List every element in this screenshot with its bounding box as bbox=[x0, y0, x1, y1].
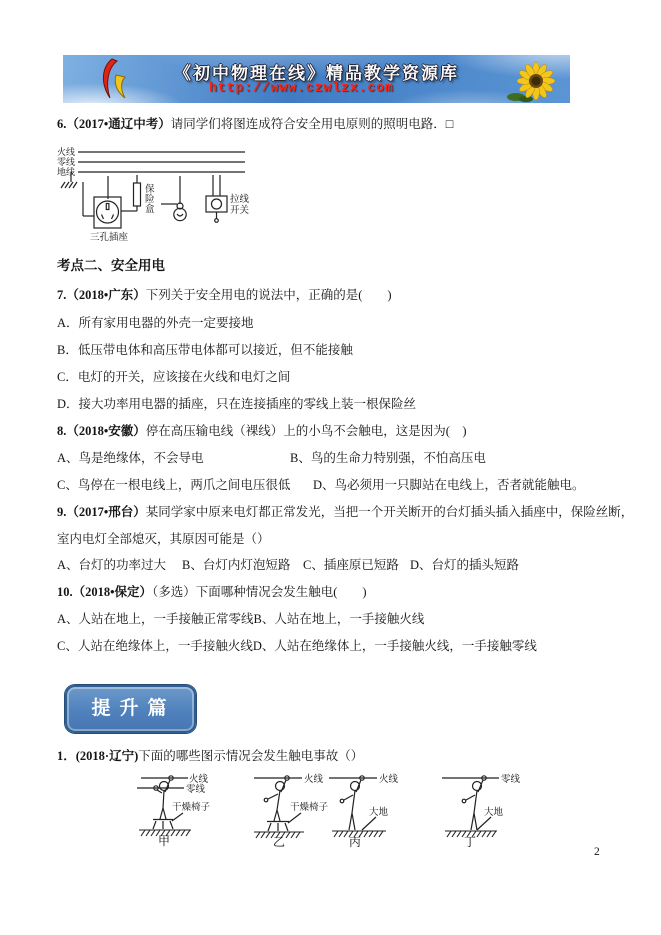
ding-ground-label: 大地 bbox=[484, 808, 504, 818]
question-10-option-d: D、人站在绝缘体上，一手接触火线，一手接触零线 bbox=[252, 639, 537, 653]
jia-neutral-wire-label: 零线 bbox=[186, 785, 206, 795]
fuse-label-char3: 盒 bbox=[145, 205, 155, 215]
question-8 bbox=[57, 423, 467, 439]
question-9-options bbox=[57, 557, 519, 573]
circuit-diagram bbox=[57, 146, 257, 244]
fuse-label-char2: 险 bbox=[145, 195, 155, 205]
section-heading: 考点二、安全用电 bbox=[57, 258, 165, 273]
yi-chair-label: 干燥椅子 bbox=[290, 803, 329, 813]
question-6-text: 请同学们将图连成符合安全用电原则的照明电路．□ bbox=[170, 117, 454, 131]
question-9-stem-line2: 室内电灯全部熄灭，其原因可能是（） bbox=[57, 532, 270, 546]
page-number: 2 bbox=[594, 846, 600, 858]
question-9-prefix: 9.（2017•邢台） bbox=[57, 505, 146, 519]
question-7 bbox=[57, 287, 392, 303]
banner-url-link[interactable]: http://www.czwlzx.com bbox=[209, 80, 394, 95]
question-6 bbox=[57, 116, 453, 132]
question-9-option-d: D、台灯的插头短路 bbox=[410, 558, 520, 572]
banner-title: 《初中物理在线》精品教学资源库 bbox=[174, 64, 459, 83]
figure-ding bbox=[442, 773, 521, 849]
question-9-stem-line1: 某同学家中原来电灯都正常发光，当把一个开关断开的台灯插头插入插座中，保险丝断， bbox=[145, 505, 634, 519]
sunflower-icon bbox=[504, 57, 556, 103]
electric-shock-figures bbox=[108, 766, 568, 866]
question-7-stem: 下列关于安全用电的说法中，正确的是( ) bbox=[145, 288, 392, 302]
figure-bing bbox=[329, 773, 399, 849]
question-9-option-b: B、台灯内灯泡短路 bbox=[182, 558, 291, 572]
booster-section-button[interactable]: 提升篇 bbox=[65, 685, 196, 733]
socket-label: 三孔插座 bbox=[90, 233, 129, 243]
question-6-prefix: 6.（2017•通辽中考） bbox=[57, 117, 171, 131]
improve-question-1-text: 下面的哪些图示情况会发生触电事故（） bbox=[138, 749, 364, 763]
figure-yi bbox=[254, 773, 329, 849]
three-hole-socket bbox=[83, 176, 121, 228]
ding-neutral-wire-label: 零线 bbox=[501, 775, 521, 785]
question-7-prefix: 7.（2018•广东） bbox=[57, 288, 146, 302]
question-10-option-b: B、人站在地上，一手接触火线 bbox=[253, 612, 425, 626]
improve-question-1 bbox=[57, 748, 363, 764]
jia-caption: 甲 bbox=[158, 834, 171, 848]
question-10 bbox=[57, 584, 367, 600]
circuit-earth-wire-label: 地线 bbox=[57, 167, 76, 177]
question-9-option-c: C、插座原已短路 bbox=[303, 558, 399, 572]
site-banner bbox=[63, 55, 570, 103]
question-10-options-ab bbox=[57, 611, 424, 627]
question-7-option-a: A．所有家用电器的外壳一定要接地 bbox=[57, 316, 254, 330]
fuse-box bbox=[121, 175, 141, 211]
yi-caption: 乙 bbox=[273, 835, 286, 849]
bing-caption: 丙 bbox=[349, 835, 362, 849]
question-10-options-cd bbox=[57, 638, 537, 654]
question-8-prefix: 8.（2018•安徽） bbox=[57, 424, 146, 438]
fuse-label-char1: 保 bbox=[145, 185, 155, 195]
question-8-options-cd bbox=[57, 477, 585, 493]
question-10-option-a: A、人站在地上，一手接触正常零线 bbox=[57, 612, 254, 626]
bing-ground-label: 大地 bbox=[369, 808, 389, 818]
pull-switch-label-1: 拉线 bbox=[230, 195, 250, 205]
question-9 bbox=[57, 504, 633, 520]
question-7-option-b: B．低压带电体和高压带电体都可以接近，但不能接触 bbox=[57, 343, 353, 357]
question-10-stem: （多选）下面哪种情况会发生触电( ) bbox=[152, 585, 367, 599]
circuit-live-wire-label: 火线 bbox=[57, 147, 76, 157]
question-7-option-d: D．接大功率用电器的插座，只在连接插座的零线上装一根保险丝 bbox=[57, 397, 417, 411]
figure-jia bbox=[137, 773, 211, 848]
bing-live-wire-label: 火线 bbox=[379, 775, 399, 785]
question-8-options-ab bbox=[57, 450, 486, 466]
jia-chair-label: 干燥椅子 bbox=[172, 803, 211, 813]
question-7-option-c: C．电灯的开关，应该接在火线和电灯之间 bbox=[57, 370, 291, 384]
jia-live-wire-label: 火线 bbox=[189, 775, 209, 785]
lamp-bulb bbox=[161, 176, 186, 221]
circuit-neutral-wire-label: 零线 bbox=[57, 157, 76, 167]
question-9-option-a: A、台灯的功率过大 bbox=[57, 558, 167, 572]
question-8-option-b: B、鸟的生命力特别强，不怕高压电 bbox=[290, 451, 486, 465]
question-8-option-c: C、鸟停在一根电线上，两爪之间电压很低 bbox=[57, 478, 291, 492]
pull-switch-label-2: 开关 bbox=[230, 206, 250, 216]
question-10-prefix: 10.（2018•保定） bbox=[57, 585, 153, 599]
question-8-option-a: A、鸟是绝缘体，不会导电 bbox=[57, 451, 204, 465]
question-10-option-c: C、人站在绝缘体上，一手接触火线 bbox=[57, 639, 253, 653]
question-8-stem: 停在高压输电线（裸线）上的小鸟不会触电，这是因为( ) bbox=[145, 424, 467, 438]
ding-caption: 丁 bbox=[464, 835, 477, 849]
improve-question-1-prefix: 1．(2018·辽宁) bbox=[57, 749, 139, 763]
yi-live-wire-label: 火线 bbox=[304, 775, 324, 785]
pull-switch bbox=[206, 175, 227, 222]
question-8-option-d: D、鸟必须用一只脚站在电线上，否者就能触电。 bbox=[313, 478, 585, 492]
